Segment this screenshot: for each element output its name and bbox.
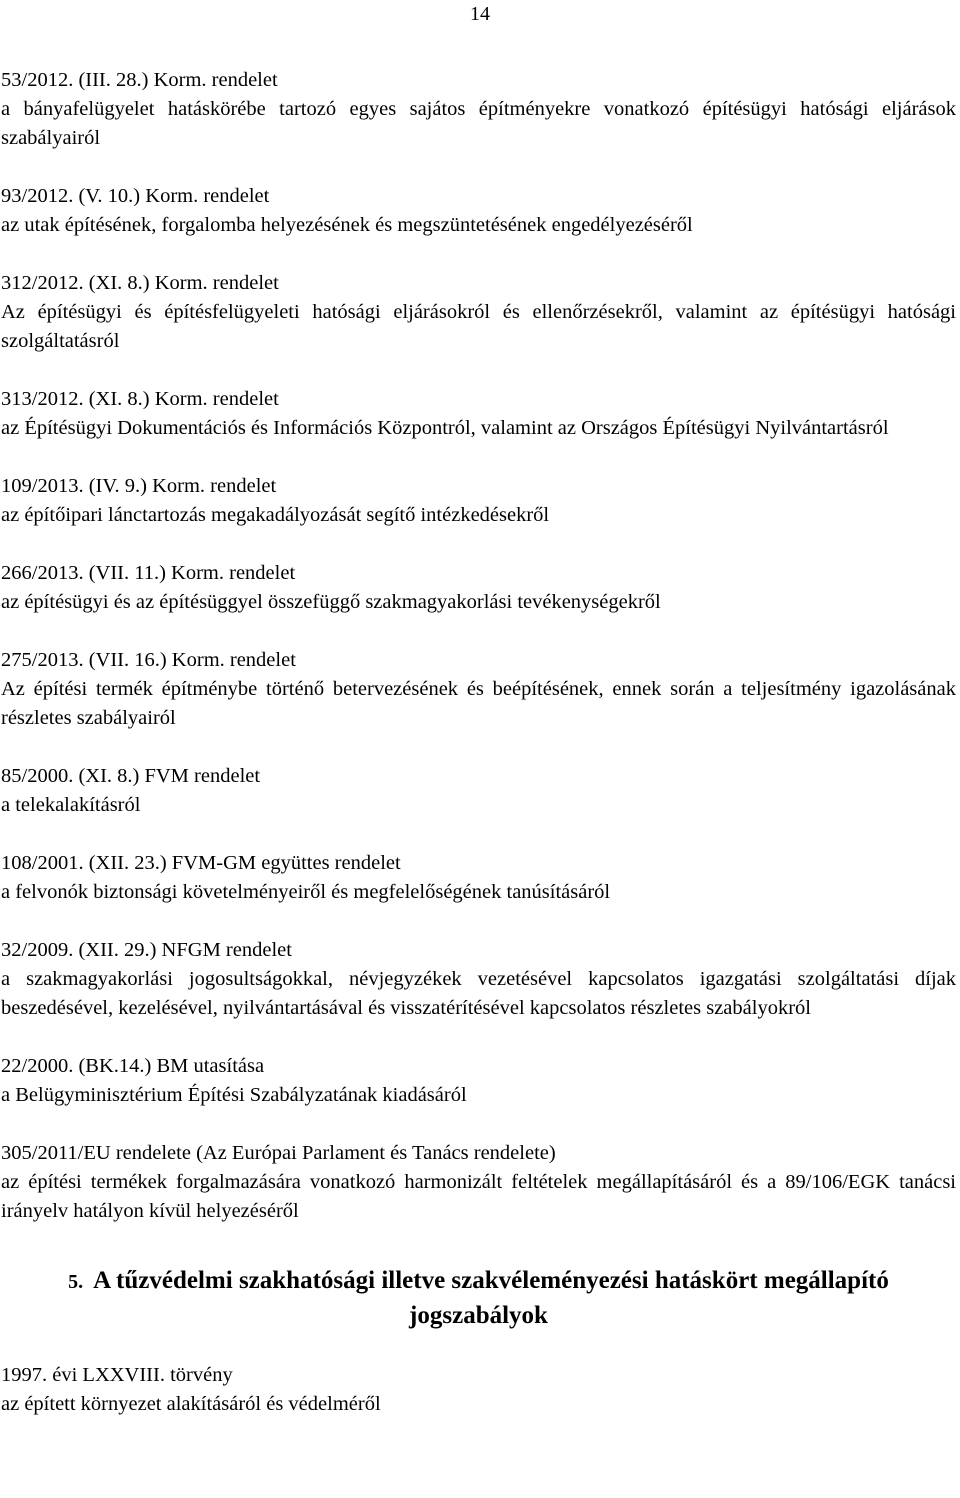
legislation-title: az épített környezet alakításáról és védelméről (1, 1393, 381, 1415)
legislation-entry (1, 472, 956, 530)
legislation-title: a Belügyminisztérium Építési Szabályzatának kiadásáról (1, 1084, 467, 1106)
legislation-entry (1, 646, 956, 733)
legislation-title: az utak építésének, forgalomba helyezésének és megszüntetésének engedélyezéséről (1, 214, 693, 236)
legislation-entry (1, 269, 956, 356)
legislation-entry (1, 1052, 956, 1110)
legislation-title: a telekalakításról (1, 794, 141, 816)
legislation-entry (1, 936, 956, 1023)
legislation-title: a felvonók biztonsági követelményeiről és megfelelőségének tanúsításáról (1, 881, 611, 903)
legislation-title: a bányafelügyelet hatáskörébe tartozó egyes sajátos építményekre vonatkozó építésügyi hatósági eljárások szabályairól (1, 98, 956, 149)
legislation-reference: 266/2013. (VII. 11.) Korm. rendelet (1, 562, 296, 584)
section-number: 5. (68, 1271, 84, 1293)
legislation-entry (1, 66, 956, 153)
legislation-reference: 313/2012. (XI. 8.) Korm. rendelet (1, 388, 279, 410)
legislation-reference: 53/2012. (III. 28.) Korm. rendelet (1, 69, 278, 91)
legislation-title: az Építésügyi Dokumentációs és Információs Központról, valamint az Országos Építésügyi Nyilvántartásról (1, 417, 889, 439)
legislation-title: Az építésügyi és építésfelügyeleti hatósági eljárásokról és ellenőrzésekről, valamint az építésügyi hatósági szolgáltatásról (1, 301, 956, 352)
legislation-entry (1, 559, 956, 617)
legislation-reference: 275/2013. (VII. 16.) Korm. rendelet (1, 649, 296, 671)
legislation-reference: 109/2013. (IV. 9.) Korm. rendelet (1, 475, 277, 497)
document-body (1, 66, 956, 1419)
legislation-reference: 32/2009. (XII. 29.) NFGM rendelet (1, 939, 292, 961)
legislation-reference: 1997. évi LXXVIII. törvény (1, 1364, 233, 1386)
section-title: A tűzvédelmi szakhatósági illetve szakvéleményezési hatáskört megállapító jogszabályok (93, 1267, 889, 1329)
legislation-reference: 93/2012. (V. 10.) Korm. rendelet (1, 185, 270, 207)
legislation-reference: 85/2000. (XI. 8.) FVM rendelet (1, 765, 261, 787)
legislation-entry (1, 385, 956, 443)
section-heading (1, 1264, 956, 1333)
legislation-entry (1, 182, 956, 240)
legislation-entry (1, 1361, 956, 1419)
legislation-title: Az építési termék építménybe történő betervezésének és beépítésének, ennek során a teljesítmény igazolásának részletes szabályairól (1, 678, 956, 729)
legislation-reference: 108/2001. (XII. 23.) FVM-GM együttes rendelet (1, 852, 401, 874)
legislation-entry (1, 1139, 956, 1226)
legislation-entry (1, 849, 956, 907)
legislation-title: a szakmagyakorlási jogosultságokkal, névjegyzékek vezetésével kapcsolatos igazgatási szolgáltatási díjak beszedésével, kezelésével, nyilvántartásával és visszatérítésével kapcsolatos részletes szabályokról (1, 968, 956, 1019)
legislation-reference: 312/2012. (XI. 8.) Korm. rendelet (1, 272, 279, 294)
page-number: 14 (470, 3, 490, 25)
legislation-title: az építésügyi és az építésüggyel összefüggő szakmagyakorlási tevékenységekről (1, 591, 661, 613)
legislation-reference: 22/2000. (BK.14.) BM utasítása (1, 1055, 265, 1077)
legislation-entry (1, 762, 956, 820)
legislation-reference: 305/2011/EU rendelete (Az Európai Parlament és Tanács rendelete) (1, 1142, 556, 1164)
legislation-title: az építési termékek forgalmazására vonatkozó harmonizált feltételek megállapításáról és a 89/106/EGK tanácsi irányelv hatályon kívül helyezéséről (1, 1171, 956, 1222)
legislation-title: az építőipari lánctartozás megakadályozását segítő intézkedésekről (1, 504, 550, 526)
